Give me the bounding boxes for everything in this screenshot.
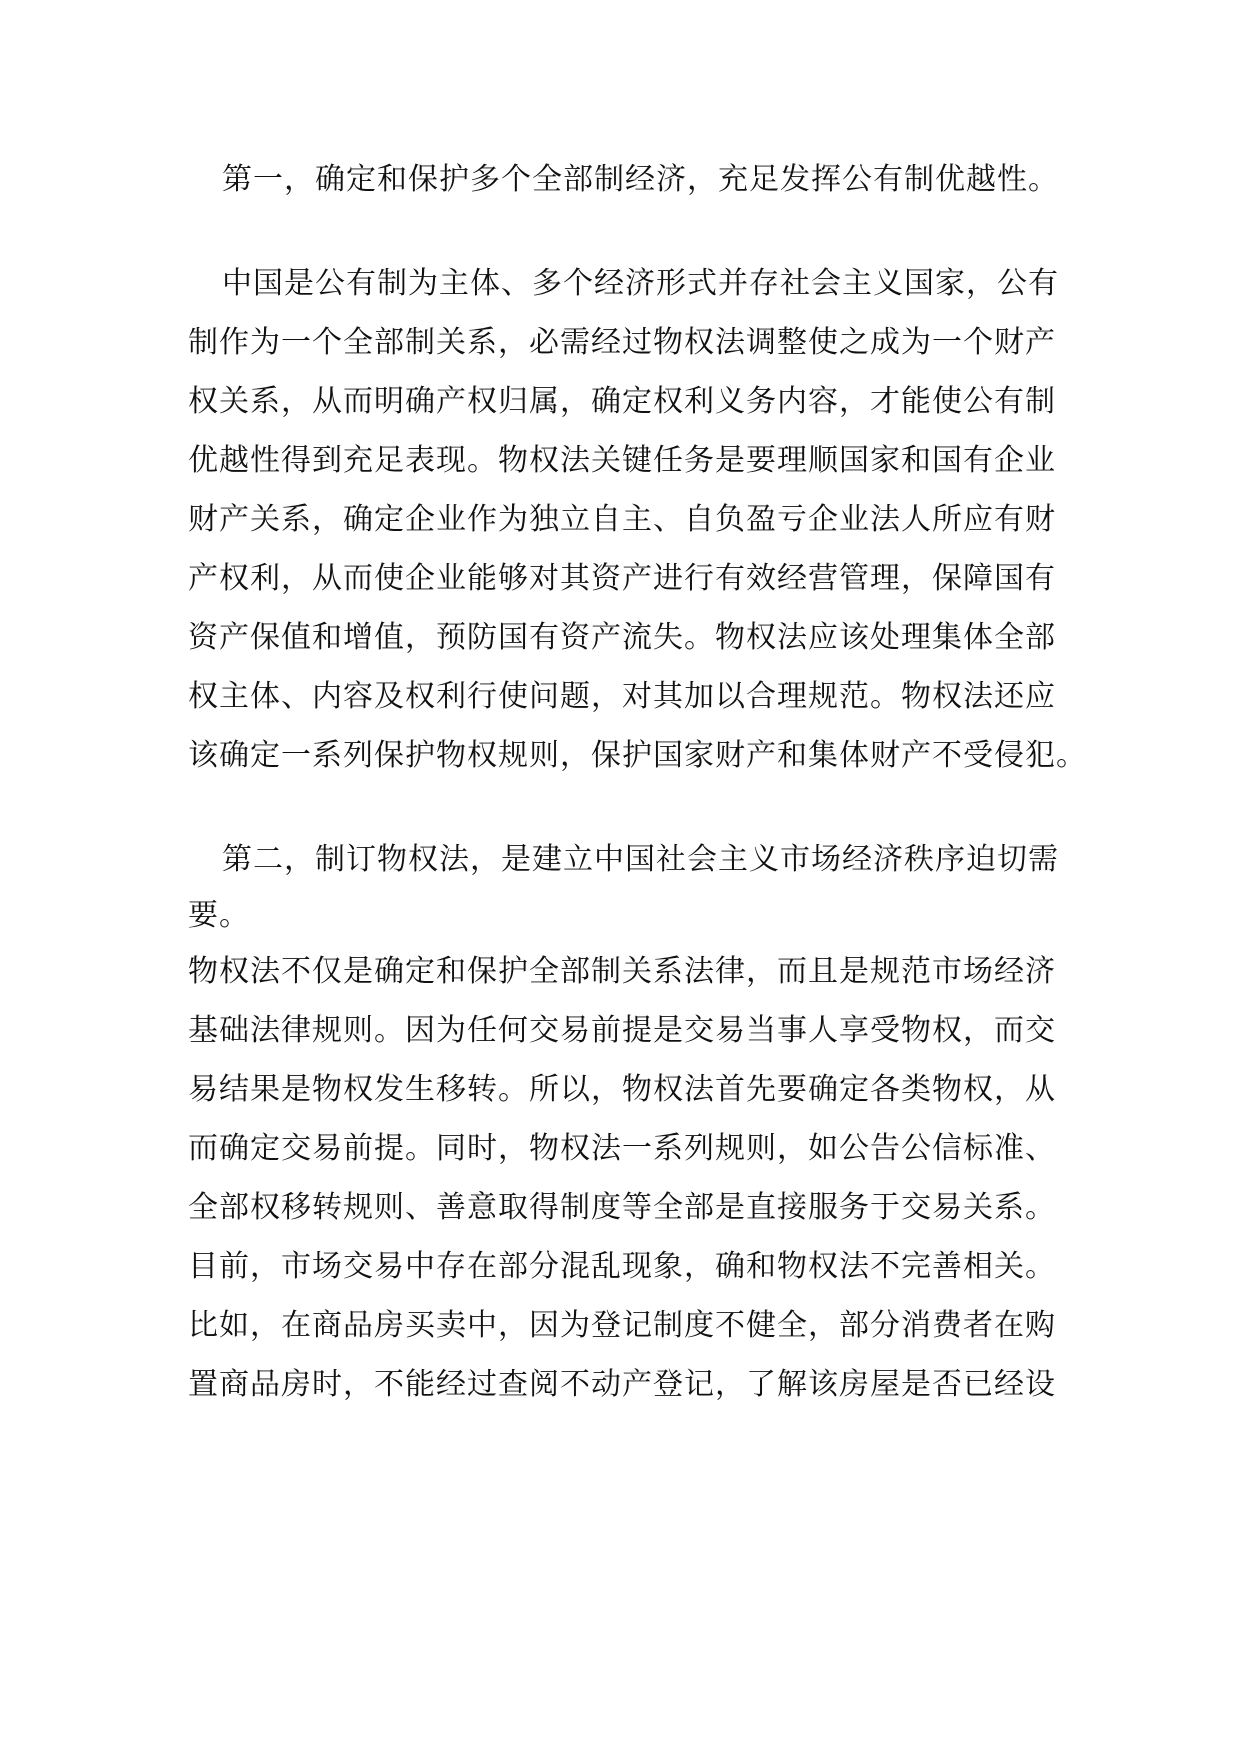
paragraph-2-line-5: 财产关系，确定企业作为独立自主、自负盈亏企业法人所应有财 [188,502,1056,537]
paragraph-2-line-3: 权关系，从而明确产权归属，确定权利义务内容，才能使公有制 [188,384,1056,419]
paragraph-4-line-7: 比如，在商品房买卖中，因为登记制度不健全，部分消费者在购 [188,1308,1056,1343]
paragraph-4-line-6: 目前，市场交易中存在部分混乱现象，确和物权法不完善相关。 [188,1249,1056,1284]
paragraph-4-line-8: 置商品房时，不能经过查阅不动产登记，了解该房屋是否已经设 [188,1367,1056,1402]
paragraph-2-line-2: 制作为一个全部制关系，必需经过物权法调整使之成为一个财产 [188,325,1056,360]
paragraph-2-line-9: 该确定一系列保护物权规则，保护国家财产和集体财产不受侵犯。 [188,738,1087,773]
paragraph-2-line-1: 中国是公有制为主体、多个经济形式并存社会主义国家，公有 [222,266,1059,301]
paragraph-2-line-8: 权主体、内容及权利行使问题，对其加以合理规范。物权法还应 [188,679,1056,714]
paragraph-4-line-4: 而确定交易前提。同时，物权法一系列规则，如公告公信标准、 [188,1131,1056,1166]
paragraph-4-line-2: 基础法律规则。因为任何交易前提是交易当事人享受物权，而交 [188,1013,1056,1048]
paragraph-3-heading-line-1: 第二，制订物权法，是建立中国社会主义市场经济秩序迫切需 [222,842,1059,877]
paragraph-1-heading-line: 第一，确定和保护多个全部制经济，充足发挥公有制优越性。 [222,162,1059,197]
paragraph-4-line-5: 全部权移转规则、善意取得制度等全部是直接服务于交易关系。 [188,1190,1056,1225]
paragraph-4-line-1: 物权法不仅是确定和保护全部制关系法律，而且是规范市场经济 [188,954,1056,989]
paragraph-2-line-7: 资产保值和增值，预防国有资产流失。物权法应该处理集体全部 [188,620,1056,655]
paragraph-3-heading-line-2: 要。 [188,898,250,933]
paragraph-2-line-4: 优越性得到充足表现。物权法关键任务是要理顺国家和国有企业 [188,443,1056,478]
paragraph-2-line-6: 产权利，从而使企业能够对其资产进行有效经营管理，保障国有 [188,561,1056,596]
paragraph-4-line-3: 易结果是物权发生移转。所以，物权法首先要确定各类物权，从 [188,1072,1056,1107]
